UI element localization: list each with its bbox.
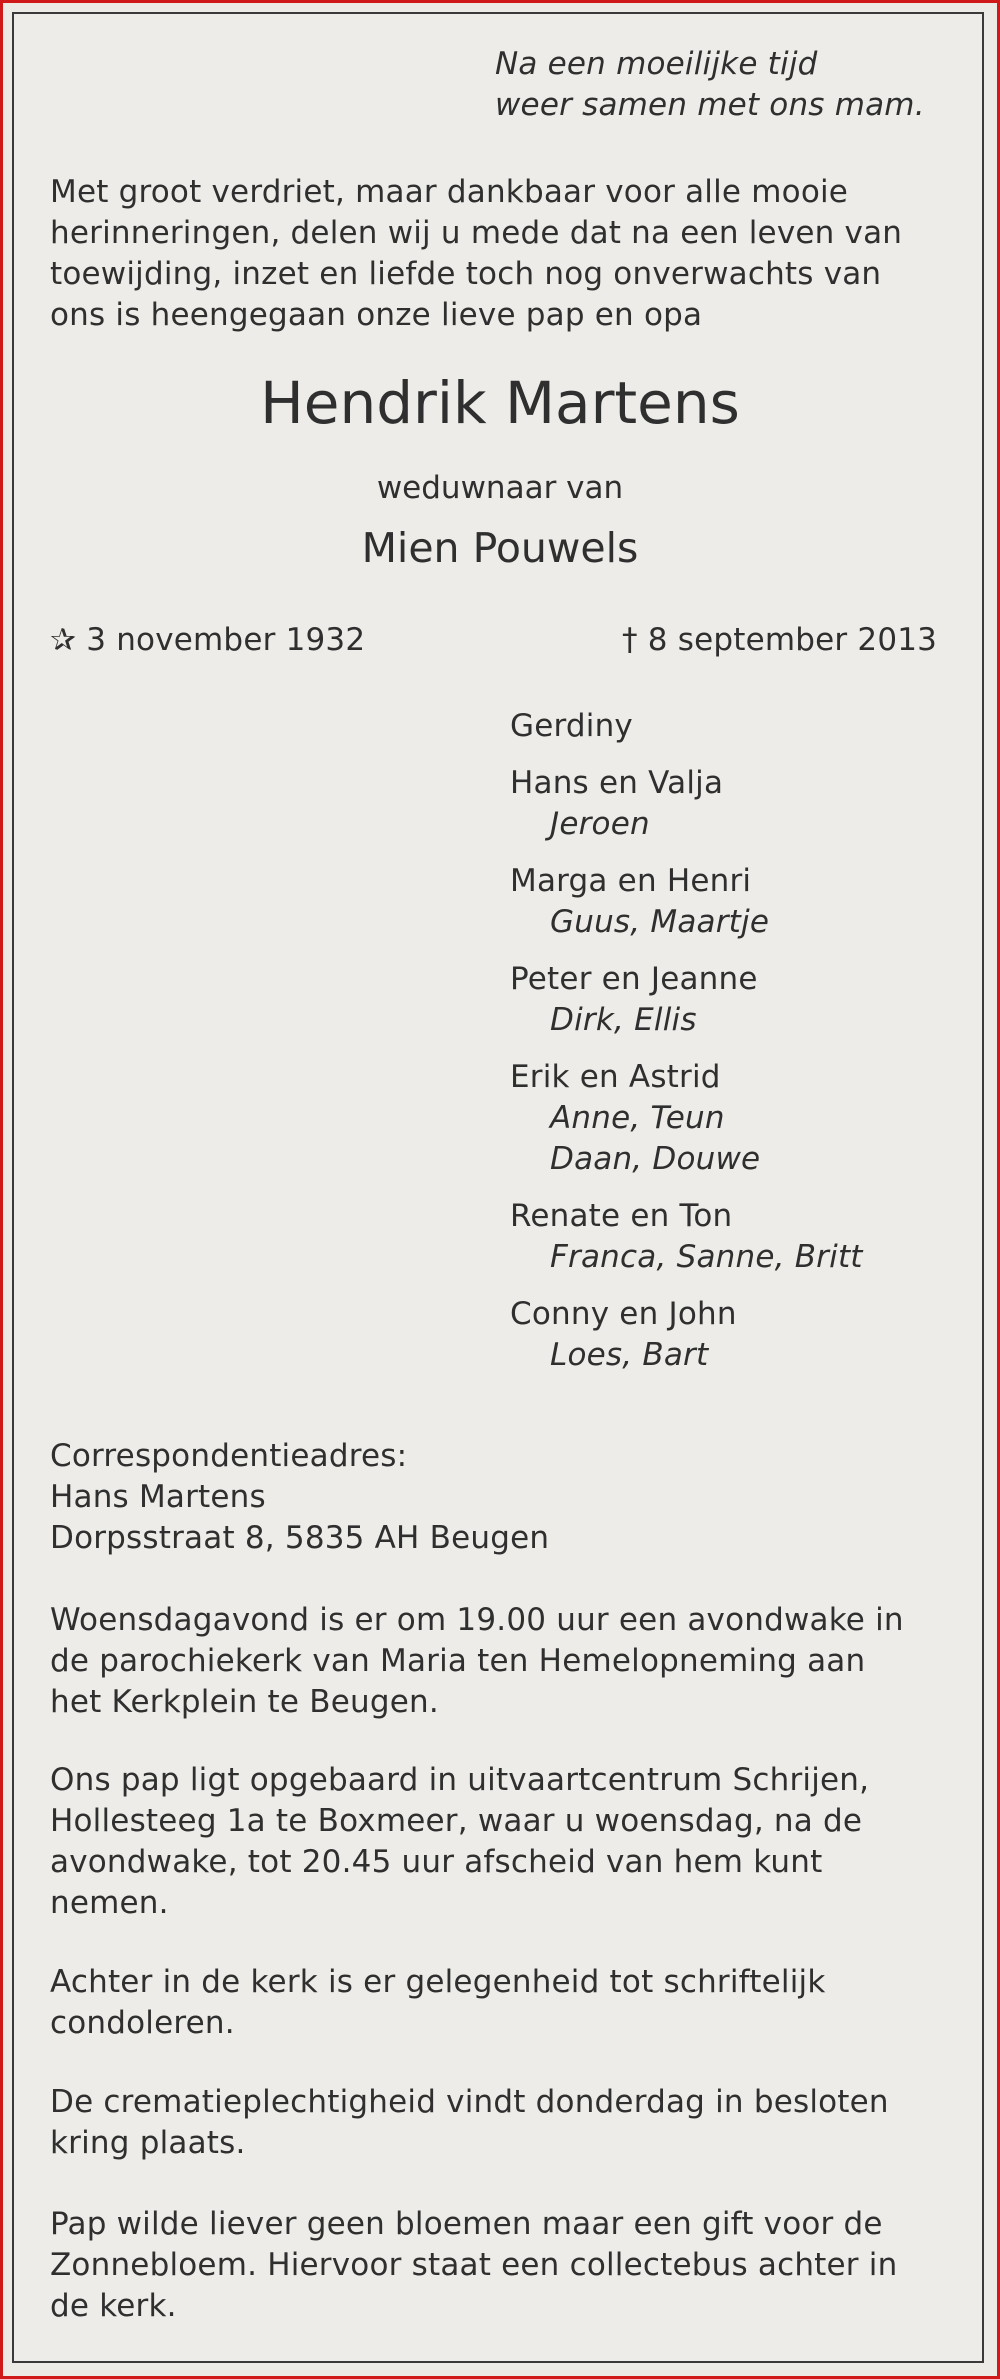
family-children: Jeroen [550,806,650,842]
family-children: Daan, Douwe [550,1141,761,1177]
deceased-name: Hendrik Martens [260,369,740,437]
laid-out-notice: Ons pap ligt opgebaard in uitvaartcentrum Schrijen, Hollesteeg 1a te Boxmeer, waar u woensdag, na de avondwake, tot 20.45 uur afscheid van hem kunt nemen. [50,1762,870,1921]
correspondence-address: Correspondentieadres: Hans Martens Dorpsstraat 8, 5835 AH Beugen [50,1438,550,1556]
death-date: † 8 september 2013 [622,622,938,658]
family-parents: Erik en Astrid [510,1059,721,1095]
family-parents: Peter en Jeanne [510,961,758,997]
family-children: Dirk, Ellis [550,1002,697,1038]
family-list [510,706,863,1376]
cremation-notice: De crematieplechtigheid vindt donderdag in besloten kring plaats. [50,2084,889,2161]
condolence-notice: Achter in de kerk is er gelegenheid tot schriftelijk condoleren. [50,1964,826,2041]
family-parents: Renate en Ton [510,1198,733,1234]
vigil-notice: Woensdagavond is er om 19.00 uur een avondwake in de parochiekerk van Maria ten Hemelopneming aan het Kerkplein te Beugen. [50,1602,904,1720]
family-children: Franca, Sanne, Britt [550,1239,863,1275]
opening-quote: Na een moeilijke tijd weer samen met ons mam. [495,46,925,123]
family-children: Loes, Bart [550,1337,709,1373]
spouse-name: Mien Pouwels [361,524,639,572]
intro-text: Met groot verdriet, maar dankbaar voor alle mooie herinneringen, delen wij u mede dat na een leven van toewijding, inzet en liefde toch nog onverwachts van ons is heengegaan onze lieve pap en opa [50,174,903,333]
family-children: Anne, Teun [550,1100,725,1136]
family-parents: Marga en Henri [510,863,752,899]
widower-label: weduwnaar van [376,470,624,506]
birth-date: ✰ 3 november 1932 [50,622,366,658]
family-parents: Hans en Valja [510,765,724,801]
gift-notice: Pap wilde liever geen bloemen maar een gift voor de Zonnebloem. Hiervoor staat een collectebus achter in de kerk. [50,2206,898,2324]
family-parents: Conny en John [510,1296,737,1332]
family-parents: Gerdiny [510,708,633,744]
family-children: Guus, Maartje [550,904,770,940]
